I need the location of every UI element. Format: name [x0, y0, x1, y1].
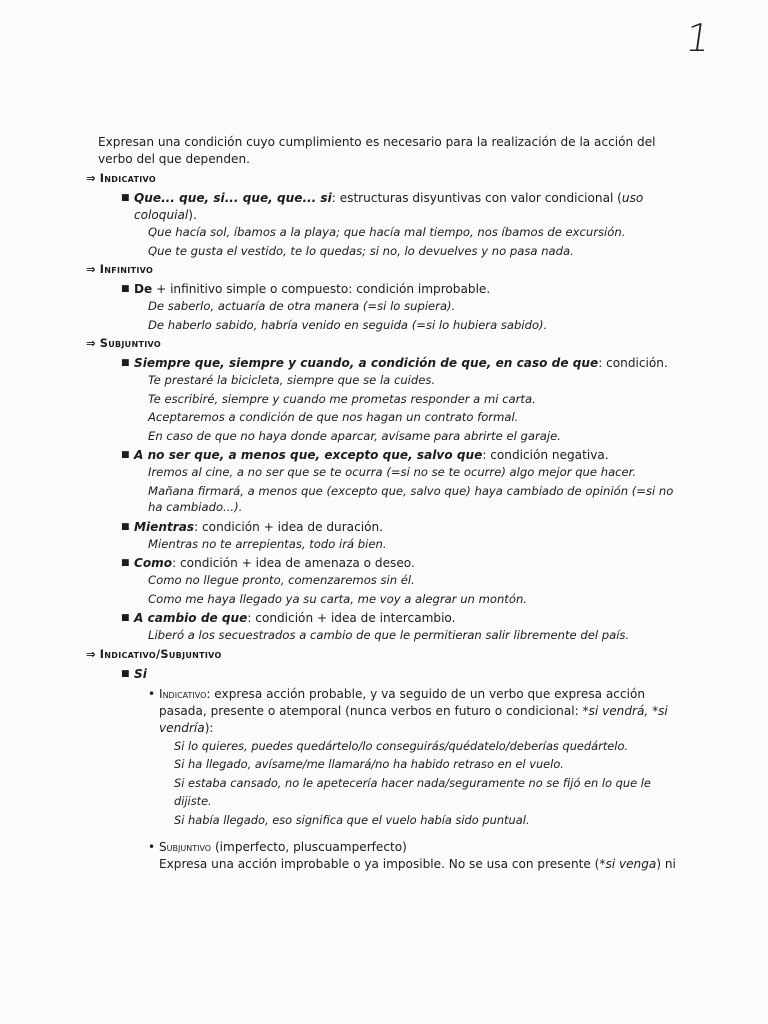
sub-rule-label: Subjuntivo [159, 840, 212, 854]
section-label: Indicativo [99, 172, 157, 185]
example: De saberlo, actuaría de otra manera (=si lo supiera). [148, 299, 456, 313]
example: De haberlo sabido, habría venido en seguida (=si lo hubiera sabido). [148, 317, 548, 332]
rule-lead: A cambio de que [134, 611, 248, 625]
sub-rule-text: : expresa acción probable, y va seguido de un verbo que expresa acción pasada, presente o atemporal (nunca verbos en futuro o condicional: [159, 686, 646, 718]
section-heading-indicativo-subjuntivo [86, 646, 686, 663]
arrow-icon: ⇒ [86, 337, 96, 350]
rule-lead: Mientras [134, 519, 195, 534]
rule-text: : estructuras disyuntivas con valor condicional ( [331, 191, 622, 205]
square-bullet-icon: ■ [121, 613, 130, 623]
section-label: Subjuntivo [99, 337, 161, 350]
square-bullet-icon: ■ [121, 668, 130, 679]
example: Si había llegado, eso significa que el vuelo había sido puntual. [174, 812, 530, 827]
arrow-icon: ⇒ [86, 263, 96, 276]
rule-lead: De [134, 282, 153, 296]
arrow-icon: ⇒ [86, 647, 96, 661]
rule-item [121, 190, 686, 224]
rule-item [121, 519, 686, 536]
rule-text: : condición + idea de duración. [194, 519, 384, 534]
square-bullet-icon: ■ [121, 558, 130, 568]
square-bullet-icon: ■ [121, 521, 130, 532]
square-bullet-icon: ■ [121, 358, 130, 368]
page-number: 1 [682, 16, 714, 60]
example: Si lo quieres, puedes quedártelo/lo conseguirás/quédatelo/deberías quedártelo. [174, 738, 629, 753]
square-bullet-icon: ■ [121, 284, 130, 294]
example: Te escribiré, siempre y cuando me prometas responder a mi carta. [148, 391, 536, 406]
square-bullet-icon: ■ [121, 193, 130, 203]
section-heading-subjuntivo [86, 335, 686, 352]
rule-item [121, 666, 686, 683]
rule-item [121, 355, 686, 372]
rule-lead: Si [134, 666, 147, 681]
section-heading-indicativo [86, 170, 686, 187]
round-bullet-icon: • [148, 686, 156, 701]
sub-rule-example-inline: *si venga [599, 857, 657, 871]
section-label: Infinitivo [99, 263, 154, 276]
rule-lead: A no ser que, a menos que, excepto que, salvo que [134, 448, 483, 462]
rule-close: ). [188, 208, 197, 222]
rule-text: : condición. [598, 356, 668, 370]
rule-lead: Como [134, 556, 173, 570]
rule-text: : condición + idea de amenaza o deseo. [172, 556, 415, 570]
section-heading-infinitivo [86, 261, 686, 278]
example: Te prestaré la bicicleta, siempre que se la cuides. [148, 373, 436, 387]
example: Si estaba cansado, no le apetecería hacer nada/seguramente no se fijó en lo que le dijiste. [174, 775, 651, 808]
document-body [86, 134, 686, 873]
rule-item [121, 610, 686, 627]
example: Liberó a los secuestrados a cambio de que le permitieran salir libremente del país. [148, 628, 630, 642]
sub-rule-example-inline: *si vendrá, *si vendría [159, 703, 668, 735]
sub-rule-subjuntivo [148, 839, 686, 873]
example: Iremos al cine, a no ser que se te ocurra (=si no se te ocurre) algo mejor que hacer. [148, 465, 637, 479]
example: Mientras no te arrepientas, todo irá bien. [148, 536, 387, 551]
round-bullet-icon: • [148, 840, 156, 854]
example: Como me haya llegado ya su carta, me voy a alegrar un montón. [148, 591, 527, 606]
intro-paragraph: Expresan una condición cuyo cumplimiento es necesario para la realización de la acción del verbo del que dependen. [98, 135, 656, 166]
example: Que hacía sol, íbamos a la playa; que hacía mal tiempo, nos íbamos de excursión. [148, 225, 626, 239]
square-bullet-icon: ■ [121, 450, 130, 460]
rule-item [121, 281, 686, 298]
example: Si ha llegado, avísame/me llamará/no ha habido retraso en el vuelo. [174, 757, 564, 771]
rule-lead: Siempre que, siempre y cuando, a condición de que, en caso de que [134, 356, 599, 370]
sub-rule-text: (imperfecto, pluscuamperfecto) [211, 840, 407, 854]
sub-rule-line2: Expresa una acción improbable o ya imposible. No se usa con presente ( [159, 857, 600, 871]
rule-note: uso coloquial [134, 191, 644, 222]
sub-rule-close: ): [204, 720, 214, 735]
example: Como no llegue pronto, comenzaremos sin él. [148, 573, 415, 587]
section-label: Indicativo/Subjuntivo [99, 647, 222, 661]
rule-item [121, 447, 686, 464]
rule-text: : condición negativa. [482, 448, 609, 462]
rule-text: + infinitivo simple o compuesto: condición improbable. [152, 282, 491, 296]
sub-rule-indicativo [148, 686, 686, 737]
rule-lead: Que... que, si... que, que... si [134, 191, 332, 205]
rule-item [121, 555, 686, 572]
example: En caso de que no haya donde aparcar, avísame para abrirte el garaje. [148, 428, 561, 443]
example: Aceptaremos a condición de que nos hagan un contrato formal. [148, 410, 519, 424]
sub-rule-close: ) ni [656, 857, 676, 871]
example: Que te gusta el vestido, te lo quedas; si no, lo devuelves y no pasa nada. [148, 243, 574, 258]
example: Mañana firmará, a menos que (excepto que, salvo que) haya cambiado de opinión (=si no ha cambiado...). [148, 483, 674, 514]
arrow-icon: ⇒ [86, 172, 96, 185]
sub-rule-label: Indicativo [159, 686, 207, 701]
rule-text: : condición + idea de intercambio. [247, 611, 456, 625]
